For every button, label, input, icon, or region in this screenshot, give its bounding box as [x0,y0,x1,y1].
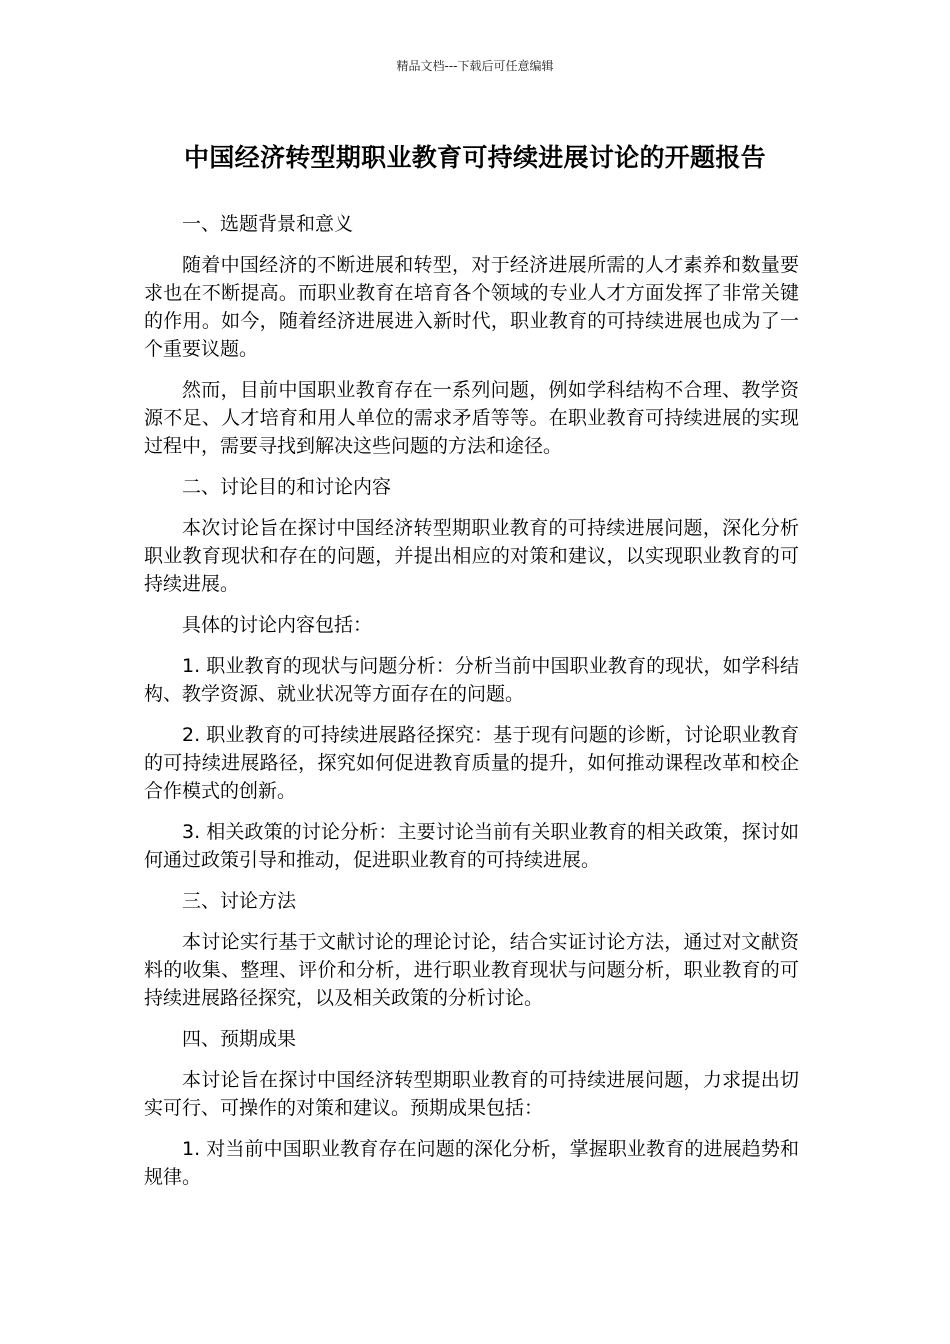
list-item: 3. 相关政策的讨论分析：主要讨论当前有关职业教育的相关政策，探讨如何通过政策引导和推动，促进职业教育的可持续进展。 [144,821,799,871]
section-heading-methods: 三、讨论方法 [182,890,297,912]
header-note: 精品文档---下载后可任意编辑 [396,59,554,73]
document-title: 中国经济转型期职业教育可持续进展讨论的开题报告 [184,143,766,172]
paragraph: 本讨论旨在探讨中国经济转型期职业教育的可持续进展问题，力求提出切实可行、可操作的对策和建议。预期成果包括： [144,1069,799,1119]
paragraph: 本讨论实行基于文献讨论的理论讨论，结合实证讨论方法，通过对文献资料的收集、整理、评价和分析，进行职业教育现状与问题分析，职业教育的可持续进展路径探究，以及相关政策的分析讨论。 [144,931,799,1009]
section-heading-purpose: 二、讨论目的和讨论内容 [182,476,392,498]
paragraph: 然而，目前中国职业教育存在一系列问题，例如学科结构不合理、教学资源不足、人才培育和用人单位的需求矛盾等等。在职业教育可持续进展的实现过程中，需要寻找到解决这些问题的方法和途径。 [144,379,799,457]
paragraph: 具体的讨论内容包括： [182,614,373,636]
list-item: 1. 对当前中国职业教育存在问题的深化分析，掌握职业教育的进展趋势和规律。 [144,1138,799,1188]
section-heading-background: 一、选题背景和意义 [182,213,354,235]
paragraph: 本次讨论旨在探讨中国经济转型期职业教育的可持续进展问题，深化分析职业教育现状和存在的问题，并提出相应的对策和建议，以实现职业教育的可持续进展。 [144,517,799,595]
document-body [144,210,799,1204]
list-item: 2. 职业教育的可持续进展路径探究：基于现有问题的诊断，讨论职业教育的可持续进展路径，探究如何促进教育质量的提升，如何推动课程改革和校企合作模式的创新。 [144,724,799,802]
section-heading-results: 四、预期成果 [182,1028,297,1050]
paragraph: 随着中国经济的不断进展和转型，对于经济进展所需的人才素养和数量要求也在不断提高。而职业教育在培育各个领域的专业人才方面发挥了非常关键的作用。如今，随着经济进展进入新时代，职业教育的可持续进展也成为了一个重要议题。 [144,254,799,360]
list-item: 1. 职业教育的现状与问题分析：分析当前中国职业教育的现状，如学科结构、教学资源、就业状况等方面存在的问题。 [144,655,799,705]
